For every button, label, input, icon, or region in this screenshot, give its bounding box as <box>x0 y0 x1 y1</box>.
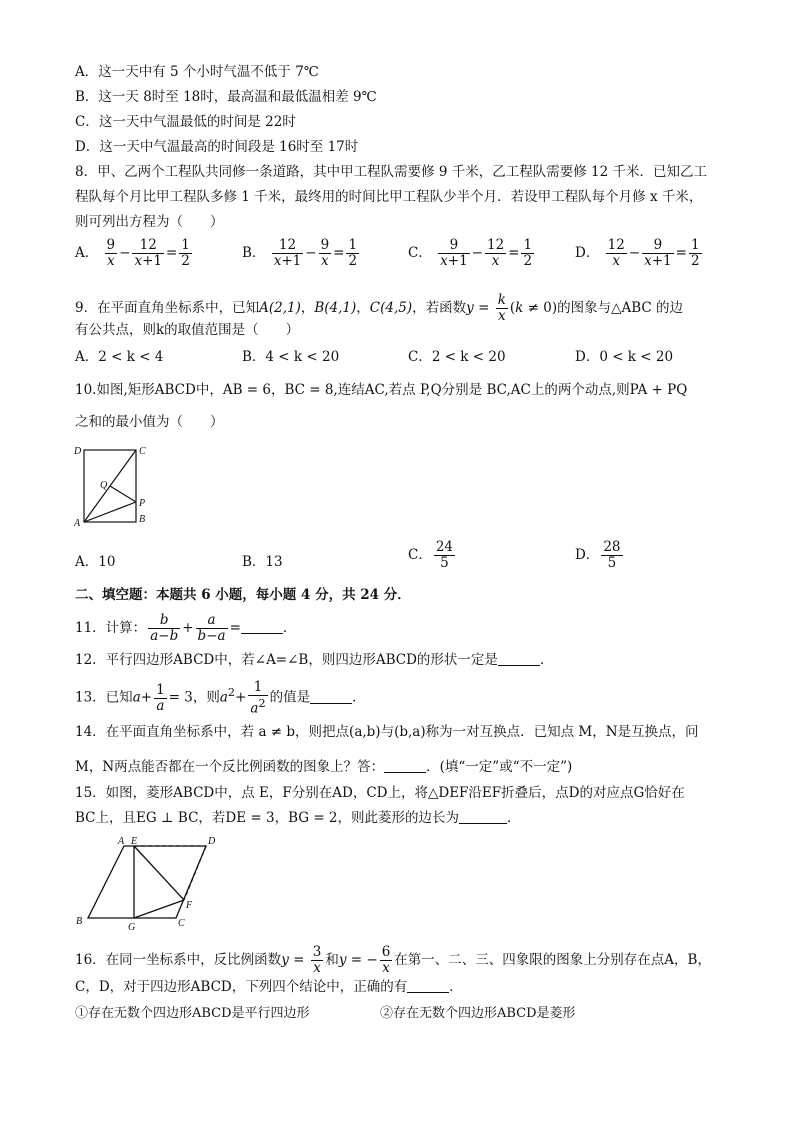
label-d: D <box>208 836 216 847</box>
q10-option-c: C． $\frac{24}{5}$ <box>408 539 454 571</box>
q14-line2: M，N两点能否都在一个反比例函数的图象上？答： ．(填“一定”或“不一定”) <box>75 759 573 775</box>
q9-option-b: B．4 < k < 20 <box>242 349 340 365</box>
q15-line1: 15．如图，菱形ABCD中，点 E，F分别在AD，CD上，将△DEF沿EF折叠后，点D的对应点G恰好在 <box>75 785 685 801</box>
q8-option-b: B． $\frac{12}{x+1}$ − $\frac{9}{x}$ = $\frac{1}{2}$ <box>242 237 358 269</box>
segment-ef <box>134 846 184 900</box>
q16-line2: C，D，对于四边形ABCD，下列四个结论中，正确的有 ． <box>75 979 463 995</box>
q9-line2: 有公共点，则k的取值范围是（ ） <box>75 322 300 338</box>
q13-answer-blank[interactable] <box>310 689 352 704</box>
label-p: P <box>139 498 146 509</box>
label-c: C <box>178 918 185 929</box>
q8-option-c: C． $\frac{9}{x+1}$ − $\frac{12}{x}$ = $\frac{1}{2}$ <box>408 237 533 269</box>
q8-line2: 程队每个月比甲工程队多修 1 千米，最终用的时间比甲工程队少半个月．若设甲工程队每个月修 x 千米， <box>75 189 703 205</box>
q13: 13．已知a+ $\frac{1}{a}$ = 3，则$a^2+$ $\frac{1}{a^2}$ 的值是 ． <box>75 678 366 717</box>
q8-option-d: D． $\frac{12}{x}$ − $\frac{9}{x+1}$ = $\frac{1}{2}$ <box>575 237 700 269</box>
q8-line1: 8．甲、乙两个工程队共同修一条道路，其中甲工程队需要修 9 千米，乙工程队需要修 12 千米．已知乙工 <box>75 164 708 180</box>
segment-df-dashed <box>184 846 206 900</box>
q8-option-a: A． $\frac{9}{x}$ − $\frac{12}{x+1}$ = $\frac{1}{2}$ <box>75 237 190 269</box>
q10-option-b: B．13 <box>242 554 283 570</box>
label-f: F <box>186 900 193 911</box>
q10-rectangle-figure <box>70 440 160 530</box>
label-g: G <box>128 922 136 932</box>
q12: 12．平行四边形ABCD中，若∠A=∠B，则四边形ABCD的形状一定是 ． <box>75 652 554 668</box>
label-a: A <box>118 836 125 847</box>
q9-line1: 9．在平面直角坐标系中，已知A(2,1)，B(4,1)，C(4,5)，若函数y = $\frac{k}{x}$ (k ≠ 0)的图象与△ABC 的边 <box>75 292 684 324</box>
q10-line1: 10.如图,矩形ABCD中，AB = 6，BC = 8,连结AC,若点 P,Q分别是 BC,AC上的两个动点,则PA + PQ <box>75 382 688 398</box>
q14-answer-blank[interactable] <box>384 758 426 773</box>
q9-option-a: A．2 < k < 4 <box>75 349 164 365</box>
q15-line2: BC上，且EG ⊥ BC，若DE = 3，BG = 2，则此菱形的边长为 ． <box>75 810 521 826</box>
label-q: Q <box>100 480 108 491</box>
label-c: C <box>139 446 146 457</box>
q10-line2: 之和的最小值为（ ） <box>75 414 224 430</box>
q11-answer-blank[interactable] <box>241 619 283 634</box>
label-d: D <box>74 446 82 457</box>
q11: 11．计算： $\frac{b}{a-b}$ + $\frac{a}{b-a}$ = ． <box>75 612 297 644</box>
q7-option-a: A．这一天中有 5 个小时气温不低于 7℃ <box>75 64 319 80</box>
label-b: B <box>76 916 83 927</box>
q10-option-d: D． $\frac{28}{5}$ <box>575 539 621 571</box>
q16-choice-1: ①存在无数个四边形ABCD是平行四边形 <box>75 1006 310 1021</box>
q8-line3: 则可列出方程为（ ） <box>75 214 224 230</box>
q10-option-a: A．10 <box>75 554 116 570</box>
q15-answer-blank[interactable] <box>459 809 507 824</box>
q16-choice-2: ②存在无数个四边形ABCD是菱形 <box>380 1006 576 1021</box>
segment-qp <box>110 486 136 502</box>
label-b: B <box>139 514 146 525</box>
q7-option-d: D．这一天中气温最高的时间段是 16时至 17时 <box>75 139 359 155</box>
q14-line1: 14．在平面直角坐标系中，若 a ≠ b，则把点(a,b)与(b,a)称为一对互换点．已知点 M，N是互换点，问 <box>75 724 699 740</box>
q7-option-b: B．这一天 8时至 18时，最高温和最低温相差 9℃ <box>75 89 377 105</box>
q12-answer-blank[interactable] <box>498 651 540 666</box>
q15-rhombus-figure <box>68 828 228 932</box>
q7-option-c: C．这一天中气温最低的时间是 22时 <box>75 114 296 130</box>
q16-line1: 16．在同一坐标系中，反比例函数y = $\frac{3}{x}$ 和y = − $\frac{6}{x}$ 在第一、二、三、四象限的图象上分别存在点A，B， <box>75 944 711 976</box>
q16-answer-blank[interactable] <box>407 978 449 993</box>
section-2-title: 二、填空题：本题共 6 小题，每小题 4 分，共 24 分． <box>75 587 411 603</box>
q9-option-d: D．0 < k < 20 <box>575 349 674 365</box>
label-a: A <box>74 518 81 529</box>
q9-option-c: C．2 < k < 20 <box>408 349 506 365</box>
label-e: E <box>131 836 138 847</box>
